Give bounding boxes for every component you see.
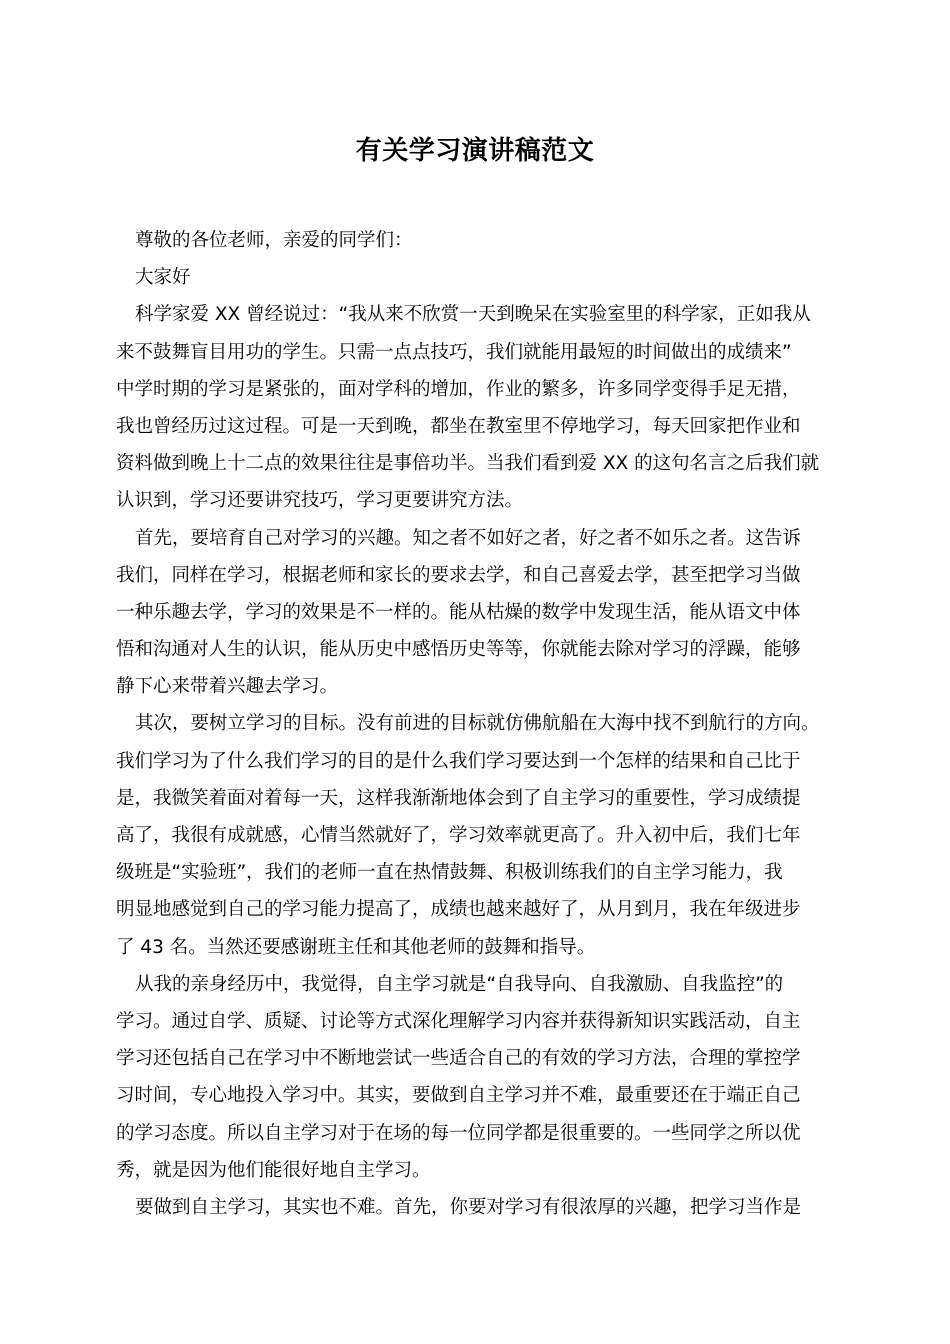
text-line: 的学习态度。所以自主学习对于在场的每一位同学都是很重要的。一些同学之所以优 bbox=[116, 1122, 801, 1144]
text-line: 资料做到晚上十二点的效果往往是事倍功半。当我们看到爱 XX 的这句名言之后我们就 bbox=[116, 453, 820, 475]
text-line: 一种乐趣去学，学习的效果是不一样的。能从枯燥的数学中发现生活，能从语文中体 bbox=[116, 601, 801, 623]
text-line: 明显地感觉到自己的学习能力提高了，成绩也越来越好了，从月到月，我在年级进步 bbox=[116, 899, 801, 921]
text-line: 高了，我很有成就感，心情当然就好了，学习效率就更高了。升入初中后，我们七年 bbox=[116, 825, 801, 846]
text-line: 我们，同样在学习，根据老师和家长的要求去学，和自己喜爱去学，甚至把学习当做 bbox=[116, 564, 801, 586]
text-line: 我们学习为了什么我们学习的目的是什么我们学习要达到一个怎样的结果和自己比于 bbox=[116, 750, 801, 772]
text-line: 其次，要树立学习的目标。没有前进的目标就仿佛航船在大海中找不到航行的方向。 bbox=[135, 713, 820, 735]
text-line: 来不鼓舞盲目用功的学生。只需一点点技巧，我们就能用最短的时间做出的成绩来” bbox=[116, 341, 792, 363]
text-line: 习时间，专心地投入学习中。其实，要做到自主学习并不难，最重要还在于端正自己 bbox=[116, 1085, 801, 1107]
text-line: 科学家爱 XX 曾经说过：“我从来不欣赏一天到晚呆在实验室里的科学家，正如我从 bbox=[135, 304, 811, 326]
text-line: 秀，就是因为他们能很好地自主学习。 bbox=[116, 1159, 431, 1181]
text-line: 大家好 bbox=[135, 267, 191, 289]
text-line: 学习还包括自己在学习中不断地尝试一些适合自己的有效的学习方法，合理的掌控学 bbox=[116, 1048, 801, 1070]
text-line: 悟和沟通对人生的认识，能从历史中感悟历史等等，你就能去除对学习的浮躁，能够 bbox=[116, 639, 801, 661]
text-line: 从我的亲身经历中，我觉得，自主学习就是“自我导向、自我激励、自我监控”的 bbox=[135, 973, 784, 995]
text-line: 静下心来带着兴趣去学习。 bbox=[116, 676, 339, 698]
text-line: 级班是“实验班”，我们的老师一直在热情鼓舞、积极训练我们的自主学习能力，我 bbox=[116, 862, 783, 884]
text-line: 尊敬的各位老师，亲爱的同学们： bbox=[135, 230, 413, 251]
text-line: 认识到，学习还要讲究技巧，学习更要讲究方法。 bbox=[116, 490, 524, 512]
text-line: 我也曾经历过这过程。可是一天到晚，都坐在教室里不停地学习，每天回家把作业和 bbox=[116, 415, 801, 437]
document-body bbox=[116, 222, 846, 1226]
text-line: 是，我微笑着面对着每一天，这样我渐渐地体会到了自主学习的重要性，学习成绩提 bbox=[116, 787, 801, 809]
document-title: 有关学习演讲稿范文 bbox=[355, 136, 595, 166]
text-line: 首先，要培育自己对学习的兴趣。知之者不如好之者，好之者不如乐之者。这告诉 bbox=[135, 527, 802, 549]
text-line: 了 43 名。当然还要感谢班主任和其他老师的鼓舞和指导。 bbox=[116, 936, 596, 958]
text-line: 要做到自主学习，其实也不难。首先，你要对学习有很浓厚的兴趣，把学习当作是 bbox=[135, 1196, 802, 1218]
text-line: 中学时期的学习是紧张的，面对学科的增加，作业的繁多，许多同学变得手足无措， bbox=[116, 378, 801, 400]
text-line: 学习。通过自学、质疑、讨论等方式深化理解学习内容并获得新知识实践活动，自主 bbox=[116, 1010, 801, 1032]
